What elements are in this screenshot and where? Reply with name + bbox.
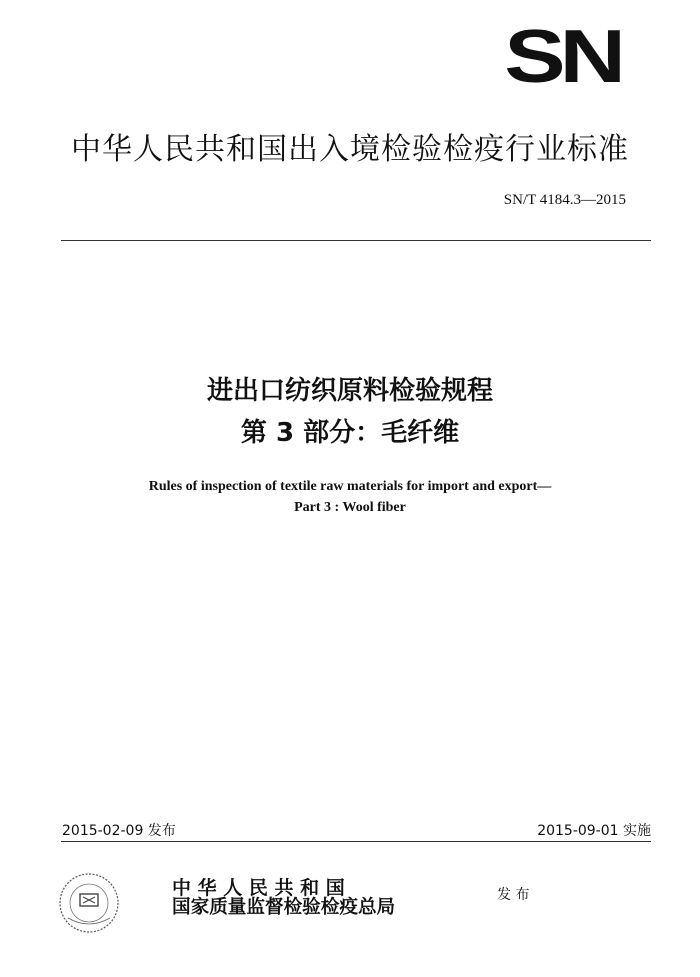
issuer-seal-icon [58,872,120,934]
standard-code: SN/T 4184.3—2015 [503,192,626,208]
issuer-line1: 中 华 人 民 共 和 国 [172,877,345,899]
title-cn-line2: 第 3 部分：毛纤维 [240,418,460,448]
title-cn-line1: 进出口纺织原料检验规程 [206,376,493,406]
sn-logo: SN [504,14,620,99]
bottom-divider [61,841,651,842]
top-divider [61,240,651,241]
issue-date: 2015-02-09 发布 [62,823,176,839]
title-en-line1: Rules of inspection of textile raw materials for import and export— [148,479,552,494]
issuer-line2: 国家质量监督检验检疫总局 [172,897,396,918]
implement-date: 2015-09-01 实施 [537,823,651,839]
issuer-action: 发 布 [497,887,530,903]
industry-standard-title: 中华人民共和国出入境检验检疫行业标准 [71,132,629,167]
title-en-line2: Part 3 : Wool fiber [294,500,406,515]
